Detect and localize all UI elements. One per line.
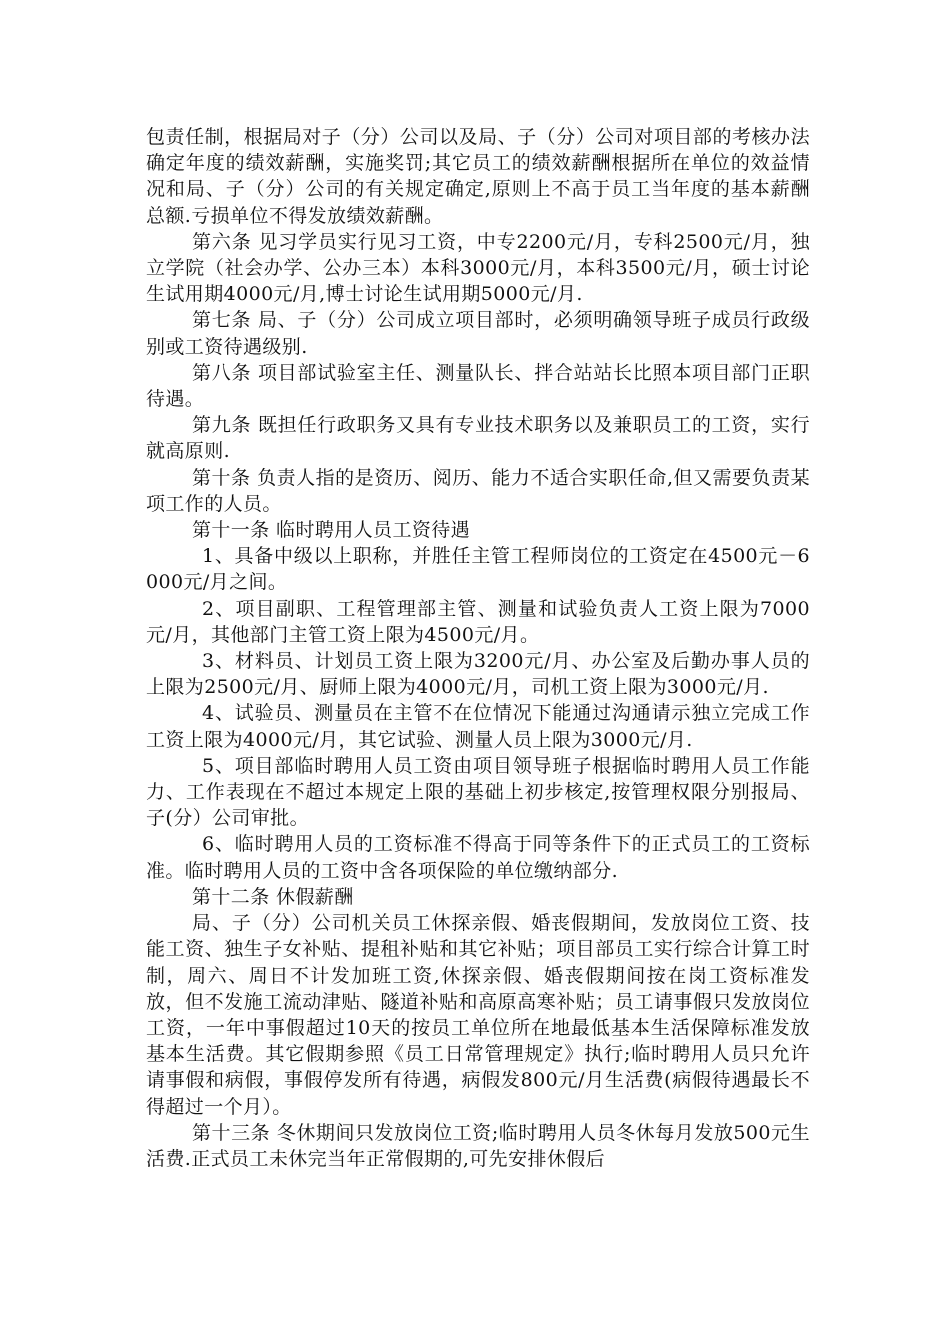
article-11-item-4: 4、试验员、测量员在主管不在位情况下能通过沟通请示独立完成工作工资上限为4000元/月，其它试验、测量人员上限为3000元/月. [146, 702, 810, 751]
article-12-body: 局、子（分）公司机关员工休探亲假、婚丧假期间，发放岗位工资、技能工资、独生子女补贴、提租补贴和其它补贴；项目部员工实行综合计算工时制，周六、周日不计发加班工资,休探亲假、婚丧假期间按在岗工资标准发放，但不发施工流动津贴、隧道补贴和高原高寒补贴；员工请事假只发放岗位工资，一年中事假超过10天的按员工单位所在地最低基本生活保障标准发放基本生活费。其它假期参照《员工日常管理规定》执行;临时聘用人员只允许请事假和病假，事假停发所有待遇，病假发800元/月生活费(病假待遇最长不得超过一个月）。 [146, 912, 810, 1118]
document-body [146, 124, 810, 1172]
article-11-item-5: 5、项目部临时聘用人员工资由项目领导班子根据临时聘用人员工作能力、工作表现在不超过本规定上限的基础上初步核定,按管理权限分别报局、子(分）公司审批。 [146, 754, 810, 830]
article-7: 第七条 局、子（分）公司成立项目部时，必须明确领导班子成员行政级别或工资待遇级别. [146, 309, 810, 358]
article-9: 第九条 既担任行政职务又具有专业技术职务以及兼职员工的工资，实行就高原则. [146, 414, 810, 463]
article-10: 第十条 负责人指的是资历、阅历、能力不适合实职任命,但又需要负责某项工作的人员。 [146, 466, 810, 515]
article-8: 第八条 项目部试验室主任、测量队长、拌合站站长比照本项目部门正职待遇。 [146, 361, 810, 411]
article-11-item-2: 2、项目副职、工程管理部主管、测量和试验负责人工资上限为7000元/月，其他部门主管工资上限为4500元/月。 [146, 597, 810, 646]
article-11-item-6: 6、临时聘用人员的工资标准不得高于同等条件下的正式员工的工资标准。临时聘用人员的工资中含各项保险的单位缴纳部分. [146, 833, 810, 882]
article-11-heading: 第十一条 临时聘用人员工资待遇 [192, 519, 471, 542]
article-11-item-1: 1、具备中级以上职称，并胜任主管工程师岗位的工资定在4500元－6000元/月之间。 [146, 545, 810, 594]
article-12-heading: 第十二条 休假薪酬 [192, 885, 354, 908]
paragraph-continuation: 包责任制，根据局对子（分）公司以及局、子（分）公司对项目部的考核办法确定年度的绩效薪酬，实施奖罚;其它员工的绩效薪酬根据所在单位的效益情况和局、子（分）公司的有关规定确定,原则上不高于员工当年度的基本薪酬总额.亏损单位不得发放绩效薪酬。 [146, 126, 810, 227]
article-11-item-3: 3、材料员、计划员工资上限为3200元/月、办公室及后勤办事人员的上限为2500元/月、厨师上限为4000元/月，司机工资上限为3000元/月. [146, 650, 810, 699]
article-13: 第十三条 冬休期间只发放岗位工资;临时聘用人员冬休每月发放500元生活费.正式员工未休完当年正常假期的,可先安排休假后 [146, 1121, 810, 1170]
article-6: 第六条 见习学员实行见习工资，中专2200元/月，专科2500元/月，独立学院（社会办学、公办三本）本科3000元/月，本科3500元/月，硕士讨论生试用期4000元/月,博士讨论生试用期5000元/月. [146, 230, 810, 306]
